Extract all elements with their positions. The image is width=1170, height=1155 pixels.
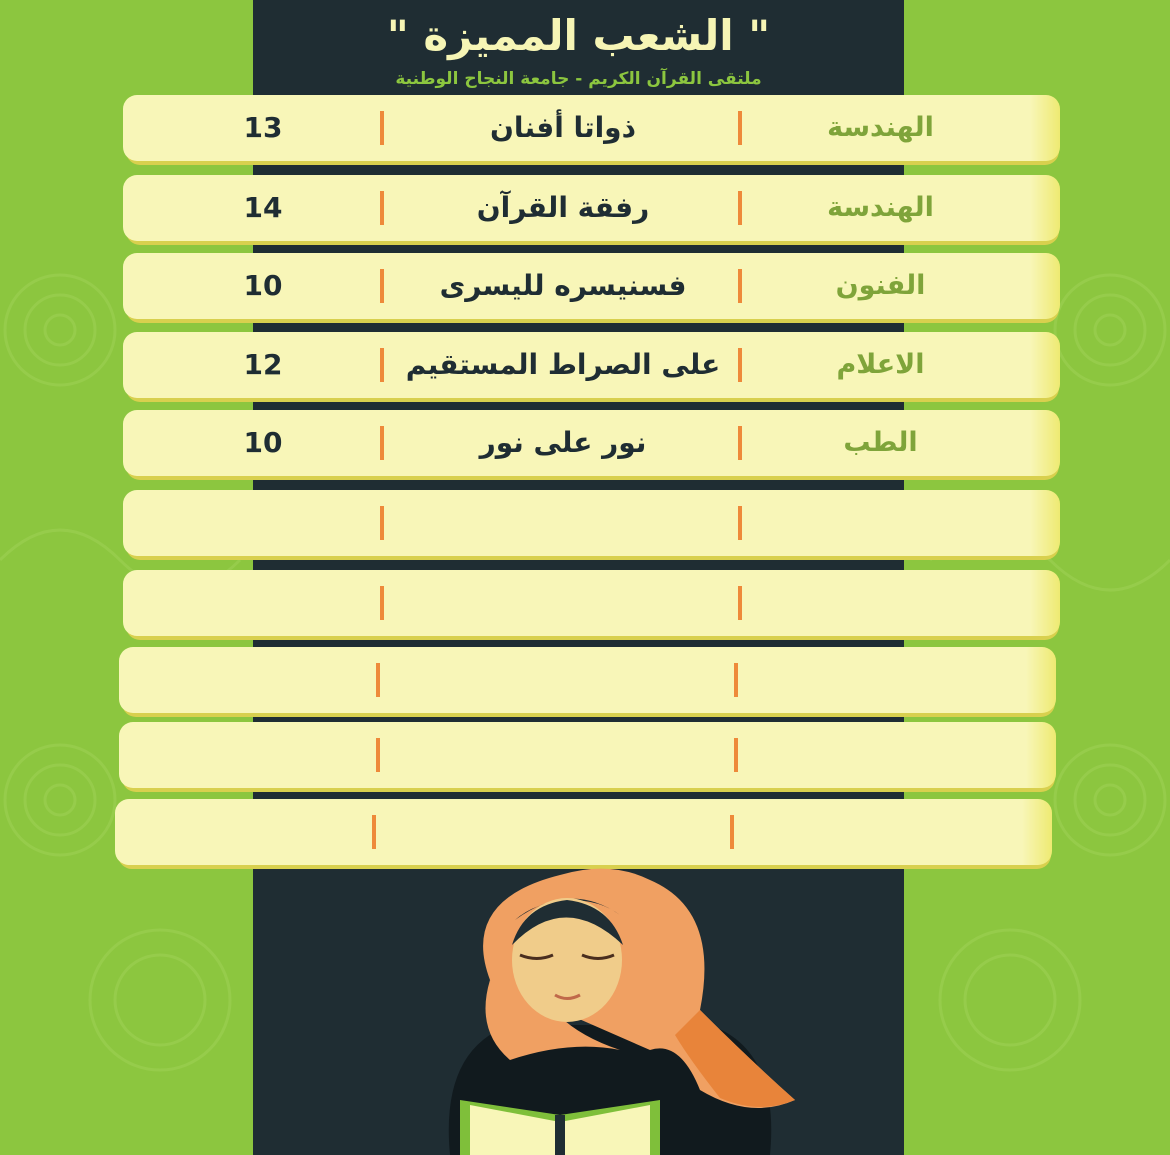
faculty-name xyxy=(755,799,990,865)
member-count: 14 xyxy=(243,191,283,224)
column-separator xyxy=(376,663,380,697)
section-name xyxy=(393,570,733,636)
member-count: 10 xyxy=(243,426,283,459)
column-separator xyxy=(738,506,742,540)
table-row xyxy=(123,410,1056,476)
table-row xyxy=(115,799,1048,865)
table-row xyxy=(123,175,1056,241)
member-count xyxy=(179,647,339,713)
section-name: ذواتا أفنان xyxy=(490,111,636,144)
section-name: رفقة القرآن xyxy=(476,191,650,224)
column-separator xyxy=(380,586,384,620)
faculty-name xyxy=(763,570,998,636)
section-name xyxy=(389,647,729,713)
column-separator xyxy=(738,348,742,382)
page-subtitle: ملتقى القرآن الكريم - جامعة النجاح الوطنية xyxy=(395,69,762,89)
page-title: " الشعب المميزة " xyxy=(386,11,771,60)
member-count xyxy=(179,722,339,788)
faculty-name: الهندسة xyxy=(827,112,934,143)
column-separator xyxy=(734,738,738,772)
table-row xyxy=(119,722,1052,788)
table-row xyxy=(123,95,1056,161)
faculty-name: الفنون xyxy=(835,270,926,301)
column-separator xyxy=(380,506,384,540)
faculty-name xyxy=(763,490,998,556)
column-separator xyxy=(734,663,738,697)
table-row xyxy=(123,332,1056,398)
member-count xyxy=(183,490,343,556)
column-separator xyxy=(372,815,376,849)
column-separator xyxy=(380,191,384,225)
column-separator xyxy=(738,586,742,620)
member-count: 10 xyxy=(243,269,283,302)
column-separator xyxy=(380,348,384,382)
column-separator xyxy=(380,426,384,460)
girl-reading-quran-illustration xyxy=(420,860,800,1155)
column-separator xyxy=(376,738,380,772)
section-name xyxy=(389,722,729,788)
member-count xyxy=(183,570,343,636)
faculty-name: الطب xyxy=(843,427,918,458)
table-row xyxy=(123,490,1056,556)
table-row xyxy=(123,253,1056,319)
section-name: على الصراط المستقيم xyxy=(405,348,721,381)
faculty-name xyxy=(759,647,994,713)
section-name: فسنيسره لليسرى xyxy=(439,269,687,302)
section-name xyxy=(393,490,733,556)
section-name xyxy=(385,799,725,865)
member-count xyxy=(175,799,335,865)
table-row xyxy=(123,570,1056,636)
table-row xyxy=(119,647,1052,713)
faculty-name: الاعلام xyxy=(836,349,925,380)
column-separator xyxy=(738,111,742,145)
column-separator xyxy=(738,269,742,303)
column-separator xyxy=(380,111,384,145)
section-name: نور على نور xyxy=(479,426,647,459)
faculty-name: الهندسة xyxy=(827,192,934,223)
column-separator xyxy=(730,815,734,849)
member-count: 12 xyxy=(243,348,283,381)
column-separator xyxy=(738,426,742,460)
column-separator xyxy=(380,269,384,303)
member-count: 13 xyxy=(243,111,283,144)
faculty-name xyxy=(759,722,994,788)
column-separator xyxy=(738,191,742,225)
